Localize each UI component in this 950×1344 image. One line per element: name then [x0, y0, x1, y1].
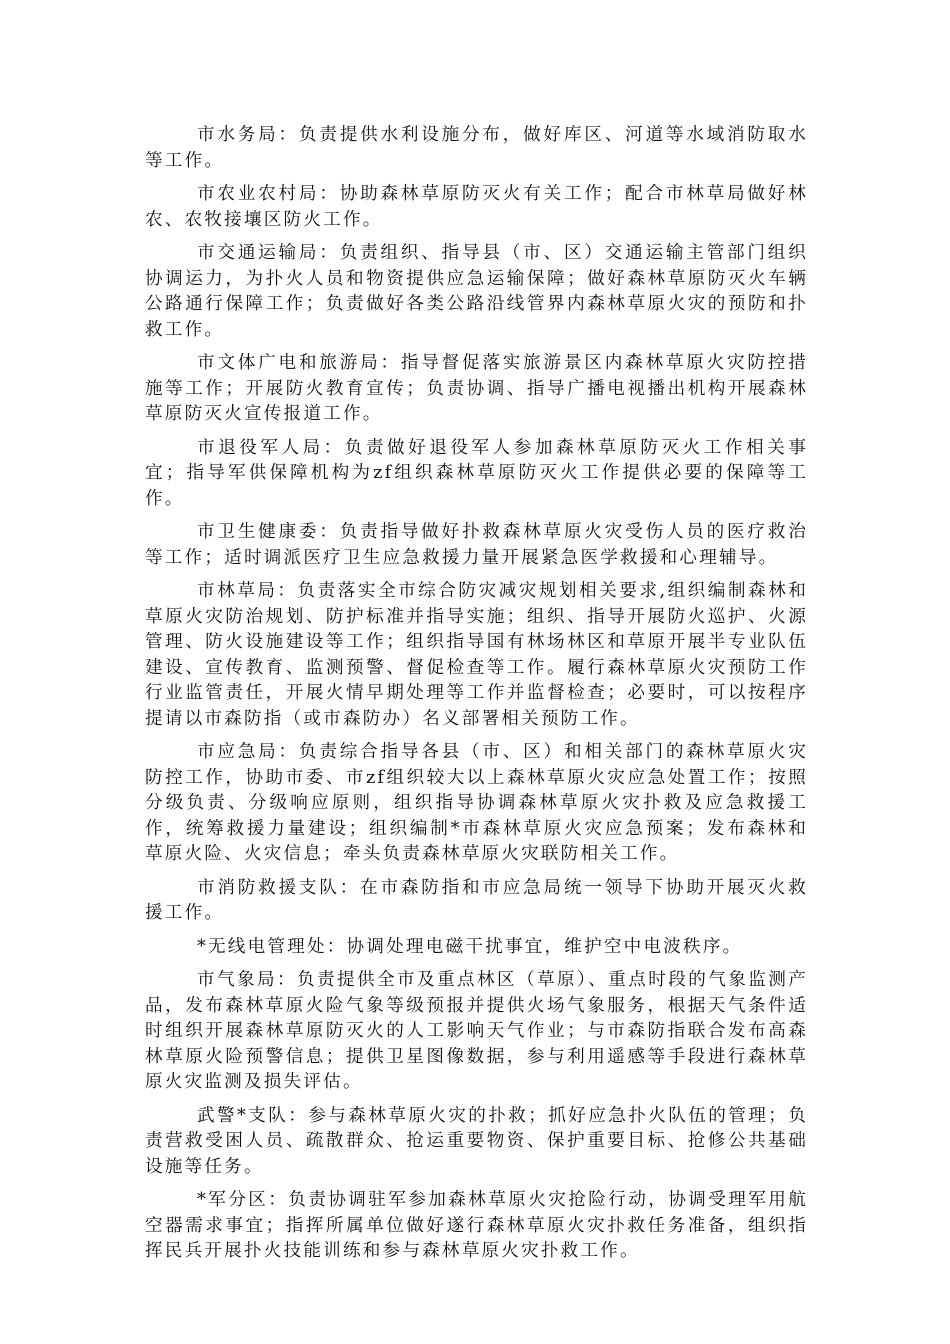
paragraph-military-district: *军分区：负责协调驻军参加森林草原火灾抢险行动，协调受理军用航空器需求事宜；指挥所属单位做好遂行森林草原火灾扑救任务准备，组织指挥民兵开展扑火技能训练和参与森林草原火灾扑救工作。	[145, 1190, 808, 1261]
paragraph-emergency-bureau: 市应急局：负责综合指导各县（市、区）和相关部门的森林草原火灾防控工作，协助市委、市zf组织较大以上森林草原火灾应急处置工作；按照分级负责、分级响应原则，组织指导协调森林草原火灾扑救及应急救援工作，统筹救援力量建设；组织编制*市森林草原火灾应急预案；发布森林和草原火险、火灾信息；牵头负责森林草原火灾联防相关工作。	[145, 742, 808, 864]
paragraph-fire-rescue: 市消防救援支队：在市森防指和市应急局统一领导下协助开展灭火救援工作。	[145, 877, 808, 923]
paragraph-radio-management: *无线电管理处：协调处理电磁干扰事宜，维护空中电波秩序。	[197, 936, 743, 957]
paragraph-meteorology-bureau: 市气象局：负责提供全市及重点林区（草原）、重点时段的气象监测产品，发布森林草原火险气象等级预报并提供火场气象服务，根据天气条件适时组织开展森林草原防灭火的人工影响天气作业；与市森防指联合发布高森林草原火险预警信息；提供卫星图像数据，参与利用遥感等手段进行森林草原火灾监测及损失评估。	[145, 970, 808, 1092]
paragraph-transport-bureau: 市交通运输局：负责组织、指导县（市、区）交通运输主管部门组织协调运力，为扑火人员和物资提供应急运输保障；做好森林草原防灭火车辆公路通行保障工作；负责做好各类公路沿线管界内森林草原火灾的预防和扑救工作。	[145, 243, 808, 340]
paragraph-agriculture-bureau: 市农业农村局：协助森林草原防灭火有关工作；配合市林草局做好林农、农牧接壤区防火工作。	[145, 184, 808, 230]
paragraph-armed-police: 武警*支队：参与森林草原火灾的扑救；抓好应急扑火队伍的管理；负责营救受困人员、疏散群众、抢运重要物资、保护重要目标、抢修公共基础设施等任务。	[145, 1105, 808, 1177]
paragraph-forestry-bureau: 市林草局：负责落实全市综合防灾减灾规划相关要求,组织编制森林和草原火灾防治规划、防护标准并指导实施；组织、指导开展防火巡护、火源管理、防火设施建设等工作；组织指导国有林场林区和草原开展半专业队伍建设、宣传教育、监测预警、督促检查等工作。履行森林草原火灾预防工作行业监管责任，开展火情早期处理等工作并监督检查；必要时，可以按程序提请以市森防指（或市森防办）名义部署相关预防工作。	[145, 581, 808, 729]
paragraph-water-bureau: 市水务局：负责提供水利设施分布，做好库区、河道等水域消防取水等工作。	[145, 125, 808, 171]
paragraph-veterans-bureau: 市退役军人局：负责做好退役军人参加森林草原防灭火工作相关事宜；指导军供保障机构为zf组织森林草原防灭火工作提供必要的保障等工作。	[145, 437, 808, 509]
document-body	[145, 123, 808, 1273]
paragraph-health-commission: 市卫生健康委：负责指导做好扑救森林草原火灾受伤人员的医疗救治等工作；适时调派医疗卫生应急救援力量开展紧急医学救援和心理辅导。	[145, 522, 808, 568]
paragraph-culture-tourism-bureau: 市文体广电和旅游局：指导督促落实旅游景区内森林草原火灾防控措施等工作；开展防火教育宣传；负责协调、指导广播电视播出机构开展森林草原防灭火宣传报道工作。	[145, 353, 808, 424]
